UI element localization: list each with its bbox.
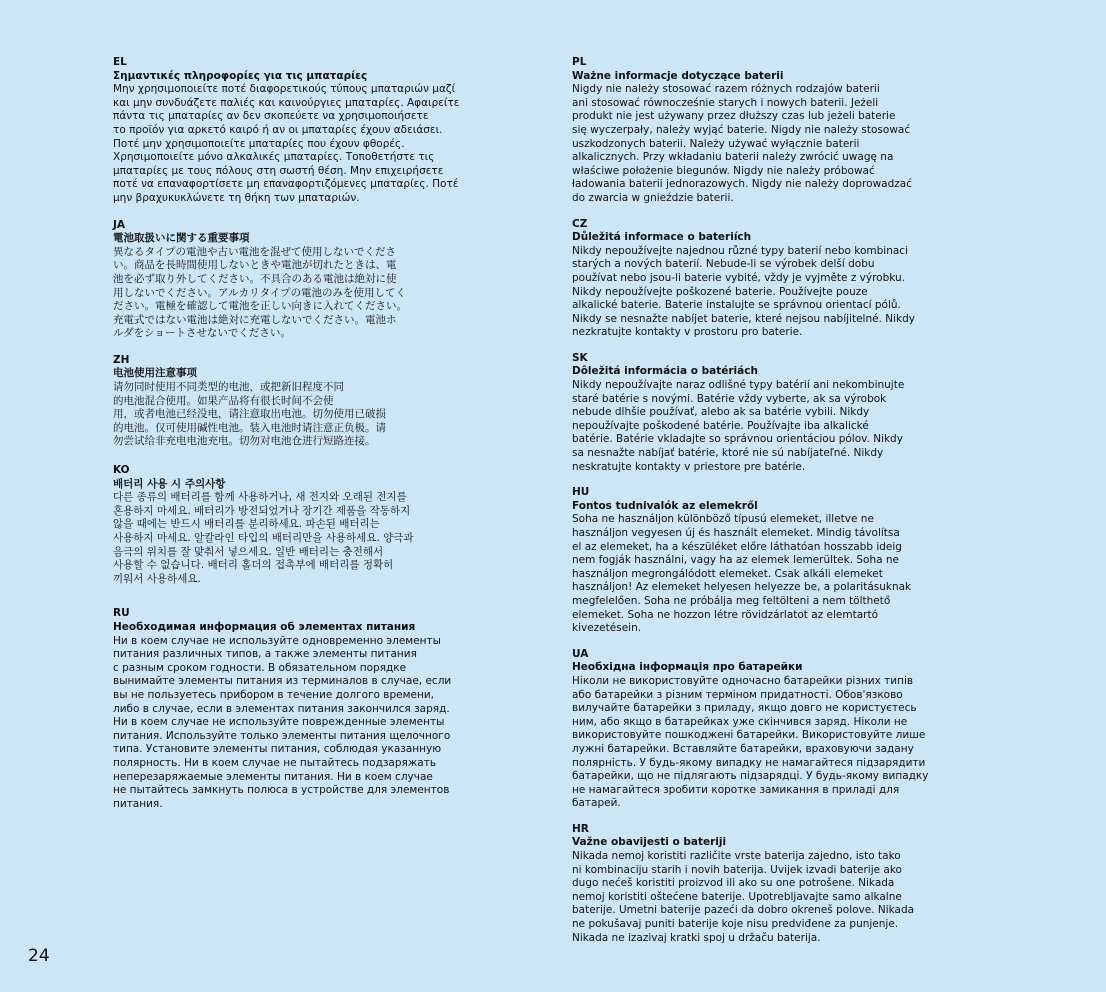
left-column xyxy=(113,56,463,823)
section-body: 異なるタイプの電池や古い電池を混ぜて使用しないでくださ い。商品を長時間使用しないときや電池が切れたときは、電 池を必ず取り外してください。不具合のある電池は絶対に使 用しないでください。アルカリタイプの電池のみを使用してく ださい。電極を確認して電池を正しい向きに入れてください。 充電式ではない電池は絶対に充電しないでください。電池ホ ルダをショートさせないでください。 xyxy=(113,245,407,340)
section-heading: Důležitá informace o bateriích xyxy=(572,231,752,244)
section-body: Μην χρησιμοποιείτε ποτέ διαφορετικούς τύπους μπαταριών μαζί και μην συνδυάζετε παλιές και καινούργιες μπαταρίες. Αφαιρείτε πάντα τις μπαταρίες αν δεν σκοπεύετε να χρησιμοποιήσετε το προϊόν για αρκετό καιρό ή αν οι μπαταρίες έχουν αδειάσει. Ποτέ μην χρησιμοποιείτε μπαταρίες που έχουν φθορές. Χρησιμοποιείτε μόνο αλκαλικές μπαταρίες. Τοποθετήστε τις μπαταρίες με τους πόλους στη σωστή θέση. Μην επιχειρήσετε ποτέ να επαναφορτίσετε μη επαναφορτιζόμενες μπαταρίες. Ποτέ μην βραχυκυκλώνετε τη θήκη των μπαταριών. xyxy=(113,83,460,204)
section-body: Nikdy nepoužívajte naraz odlišné typy batérií ani nekombinujte staré batérie s novými. Batérie vždy vyberte, ak sa výrobok nebude dlhšie používať, alebo ak sa batérie vybili. Nikdy nepoužívajte poškodené batérie. Používajte iba alkalické batérie. Batérie vkladajte so správnou orientáciou pólov. Nikdy sa nesnažte nabíjať batérie, ktoré nie sú nabíjateľné. Nikdy neskratujte kontakty v priestore pre batérie. xyxy=(572,379,905,473)
section-el xyxy=(113,56,463,206)
language-code: HU xyxy=(572,486,590,499)
section-body: Soha ne használjon különböző típusú elemeket, illetve ne használjon vegyesen új és használt elemeket. Mindig távolítsa el az elemeket, ha a készüléket előre láthatóan hosszabb ideig nem fogják használni, vagy ha az elemek lemerültek. Soha ne használjon megrongálódott elemeket. Csak alkáli elemeket használjon! Az elemeket helyesen helyezze be, a polaritásuknak megfelelően. Soha ne próbálja meg feltölteni a nem tölthető elemeket. Soha ne hozzon létre rövidzárlatot az elemtartó kivezetésein. xyxy=(572,513,912,635)
language-code: EL xyxy=(113,56,127,68)
section-heading: Ważne informacje dotyczące baterii xyxy=(572,69,784,82)
language-code: JA xyxy=(113,218,126,231)
language-code: PL xyxy=(572,56,587,68)
section-body: Nikdy nepoužívejte najednou různé typy baterií nebo kombinaci starých a nových baterií. Nebude-li se výrobek delší dobu používat nebo jsou-li baterie vybité, vždy je vyjměte z výrobku. Nikdy nepoužívejte poškozené baterie. Používejte pouze alkalické baterie. Baterie instalujte se správnou orientací pólů. Nikdy se nesnažte nabíjet baterie, které nejsou nabíjitelné. Nikdy nezkratujte kontakty v prostoru pro baterie. xyxy=(572,244,915,339)
section-heading: 電池取扱いに関する重要事項 xyxy=(113,232,250,245)
language-code: CZ xyxy=(572,217,588,230)
language-code: ZH xyxy=(113,353,130,366)
section-cz xyxy=(572,218,930,340)
section-heading: Fontos tudnivalók az elemekről xyxy=(572,499,758,512)
section-zh xyxy=(113,354,463,449)
section-sk xyxy=(572,352,930,474)
language-code: UA xyxy=(572,647,589,660)
section-heading: Važne obavijesti o bateriji xyxy=(572,836,727,849)
section-ja xyxy=(113,219,463,341)
section-body: Nikada nemoj koristiti različite vrste baterija zajedno, isto tako ni kombinaciju starih i novih baterija. Uvijek izvadi baterije ako dugo nećeš koristiti proizvod ili ako su one potrošene. Nikada nemoj koristiti oštećene baterije. Upotrebljavajte samo alkalne baterije. Umetni baterije pazeći da dobro okreneš polove. Nikada ne pokušavaj puniti baterije koje nisu predviđene za punjenje. Nikada ne izazivaj kratki spoj u držaču baterija. xyxy=(572,850,915,944)
section-body: 请勿同时使用不同类型的电池，或把新旧程度不同 的电池混合使用。如果产品将有很长时间不会使 用，或者电池已经没电，请注意取出电池。切勿使用已破损 的电池。仅可使用碱性电池。装入电池时请注意正负极。请 勿尝试给非充电电池充电。切勿对电池仓进行短路连接。 xyxy=(113,381,386,448)
language-code: HR xyxy=(572,822,589,835)
section-hu xyxy=(572,486,930,636)
language-code: SK xyxy=(572,351,588,364)
section-hr xyxy=(572,823,930,945)
language-code: RU xyxy=(113,607,130,620)
section-body: Nigdy nie należy stosować razem różnych rodzajów baterii ani stosować równocześnie starych i nowych baterii. Jeżeli produkt nie jest używany przez dłuższy czas lub jeżeli baterie się wyczerpały, należy wyjąć baterie. Nigdy nie należy stosować uszkodzonych baterii. Należy używać wyłącznie baterii alkalicznych. Przy wkładaniu baterii należy zwrócić uwagę na właściwe położenie biegunów. Nigdy nie należy próbować ładowania baterii jednorazowych. Nigdy nie należy doprowadzać do zwarcia w gnieździe baterii. xyxy=(572,83,912,204)
section-heading: Dôležitá informácia o batériách xyxy=(572,365,758,378)
section-ru xyxy=(113,607,463,811)
section-heading: Необхідна інформація про батарейки xyxy=(572,661,803,674)
section-heading: Необходимая информация об элементах питания xyxy=(113,620,416,633)
section-ua xyxy=(572,648,930,811)
section-body: Ніколи не використовуйте одночасно батарейки різних типів або батарейки з різним терміном придатності. Обов'язково вилучайте батарейки з приладу, якщо довго не користуєтесь ним, або якщо в батарейках уже скінчився заряд. Ніколи не використовуйте пошкоджені батарейки. Використовуйте лише лужні батарейки. Вставляйте батарейки, враховуючи задану полярність. У будь-якому випадку не намагайтеся підзарядити батарейки, що не підлягають підзарядці. У будь-якому випадку не намагайтеся зробити коротке замикання в приладі для батарей. xyxy=(572,674,929,810)
page-number: 24 xyxy=(28,946,50,966)
section-pl xyxy=(572,56,930,206)
right-column xyxy=(572,56,930,957)
section-heading: Σημαντικές πληροφορίες για τις μπαταρίες xyxy=(113,69,368,82)
section-body: Ни в коем случае не используйте одновременно элементы питания различных типов, а также элементы питания с разным сроком годности. В обязательном порядке вынимайте элементы питания из терминалов в случае, если вы не пользуетесь прибором в течение долгого времени, либо в случае, если в элементах питания закончился заряд. Ни в коем случае не используйте поврежденные элементы питания. Используйте только элементы питания щелочного типа. Установите элементы питания, соблюдая указанную полярность. Ни в коем случае не пытайтесь подзаряжать неперезаряжаемые элементы питания. Ни в коем случае не пытайтесь замкнуть полюса в устройстве для элементов питания. xyxy=(113,634,452,810)
section-ko xyxy=(113,464,463,586)
language-code: KO xyxy=(113,464,130,477)
section-body: 다른 종류의 배터리를 함께 사용하거나, 새 전지와 오래된 전지를 혼용하지 마세요. 배터리가 방전되었거나 장기간 제품을 작동하지 않을 때에는 반드시 배터리를 분리하세요. 파손된 배터리는 사용하지 마세요. 알칼라인 타입의 배터리만을 사용하세요. 양극과 음극의 위치를 잘 맞춰서 넣으세요. 일반 배터리는 충전해서 사용할 수 없습니다. 배터리 홀더의 접촉부에 배터리를 정확히 끼워서 사용하세요. xyxy=(113,491,414,585)
section-heading: 배터리 사용 시 주의사항 xyxy=(113,477,226,490)
section-heading: 电池使用注意事项 xyxy=(113,367,197,380)
